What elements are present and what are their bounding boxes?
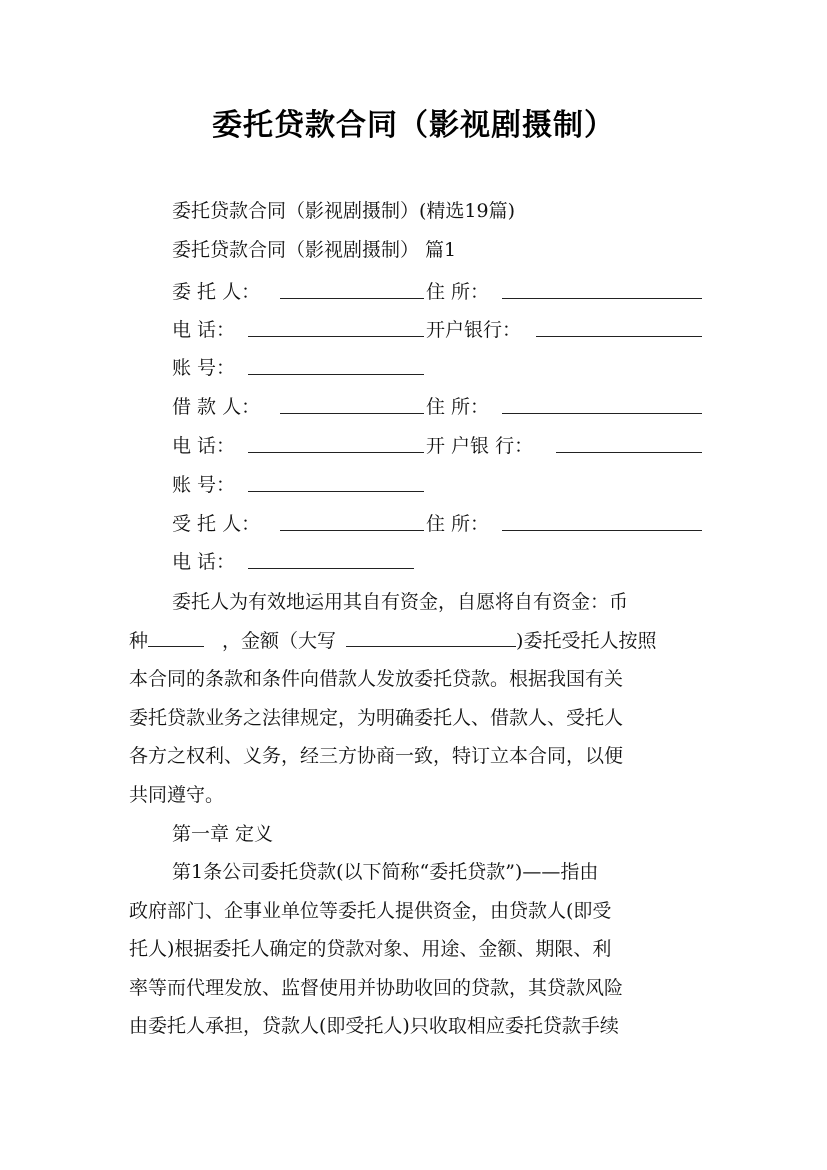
intro-paragraph — [129, 583, 704, 814]
intro-line: 本合同的条款和条件向借款人发放委托贷款。根据我国有关 — [129, 668, 624, 690]
entrustor-address-blank[interactable] — [502, 298, 702, 299]
borrower-phone-label: 电 话： — [172, 435, 236, 457]
trustee-blank[interactable] — [280, 530, 424, 531]
document-subtitle: 委托贷款合同（影视剧摄制）(精选19篇) — [172, 200, 516, 222]
borrower-address-label: 住 所： — [426, 396, 490, 418]
chapter-heading: 第一章 定义 — [172, 823, 274, 845]
intro-line: 委托人为有效地运用其自有资金，自愿将自有资金：币 — [172, 591, 629, 613]
article-line: 托人)根据委托人确定的贷款对象、用途、金额、期限、利 — [129, 938, 612, 960]
borrower-blank[interactable] — [280, 413, 424, 414]
intro-line-text: )委托受托人按照 — [516, 629, 657, 652]
borrower-account-blank[interactable] — [248, 491, 424, 492]
article-1-paragraph — [129, 853, 704, 1046]
borrower-bank-label: 开 户银 行： — [426, 435, 534, 457]
entrustor-account-blank[interactable] — [248, 374, 424, 375]
entrustor-phone-label: 电 话： — [172, 319, 236, 341]
trustee-address-blank[interactable] — [502, 530, 702, 531]
trustee-phone-blank[interactable] — [248, 568, 414, 569]
document-title: 委托贷款合同（影视剧摄制） — [212, 108, 615, 143]
article-line: 政府部门、企事业单位等委托人提供资金，由贷款人(即受 — [129, 899, 612, 922]
borrower-bank-blank[interactable] — [556, 452, 702, 453]
currency-blank[interactable] — [148, 626, 204, 647]
article-line: 由委托人承担，贷款人(即受托人)只收取相应委托贷款手续 — [129, 1015, 619, 1037]
borrower-label: 借 款 人： — [172, 396, 261, 418]
entrustor-phone-blank[interactable] — [248, 336, 424, 337]
entrustor-bank-blank[interactable] — [536, 336, 702, 337]
trustee-address-label: 住 所： — [426, 513, 490, 535]
amount-blank[interactable] — [346, 626, 516, 647]
intro-line: 各方之权利、义务，经三方协商一致，特订立本合同，以便 — [129, 745, 624, 767]
entrustor-address-label: 住 所： — [426, 281, 490, 303]
article-line: 率等而代理发放、监督使用并协助收回的贷款，其贷款风险 — [129, 976, 624, 999]
trustee-phone-label: 电 话： — [172, 551, 236, 573]
entrustor-bank-label: 开户银行： — [426, 319, 522, 341]
borrower-address-blank[interactable] — [502, 413, 702, 414]
trustee-label: 受 托 人： — [172, 513, 261, 535]
entrustor-account-label: 账 号： — [172, 357, 236, 379]
intro-line-text: 种 — [129, 629, 149, 652]
borrower-phone-blank[interactable] — [248, 452, 424, 453]
intro-line-text: ，金额（大写 — [222, 629, 337, 652]
article-line: 第1条公司委托贷款(以下简称“委托贷款”)——指由 — [172, 861, 599, 883]
intro-line: 共同遵守。 — [129, 783, 225, 806]
intro-line: 委托贷款业务之法律规定，为明确委托人、借款人、受托人 — [129, 706, 624, 729]
entrustor-blank[interactable] — [280, 298, 424, 299]
entrustor-label: 委 托 人： — [172, 281, 261, 303]
intro-line — [129, 622, 704, 661]
section-heading: 委托贷款合同（影视剧摄制） 篇1 — [172, 239, 457, 261]
borrower-account-label: 账 号： — [172, 474, 236, 496]
